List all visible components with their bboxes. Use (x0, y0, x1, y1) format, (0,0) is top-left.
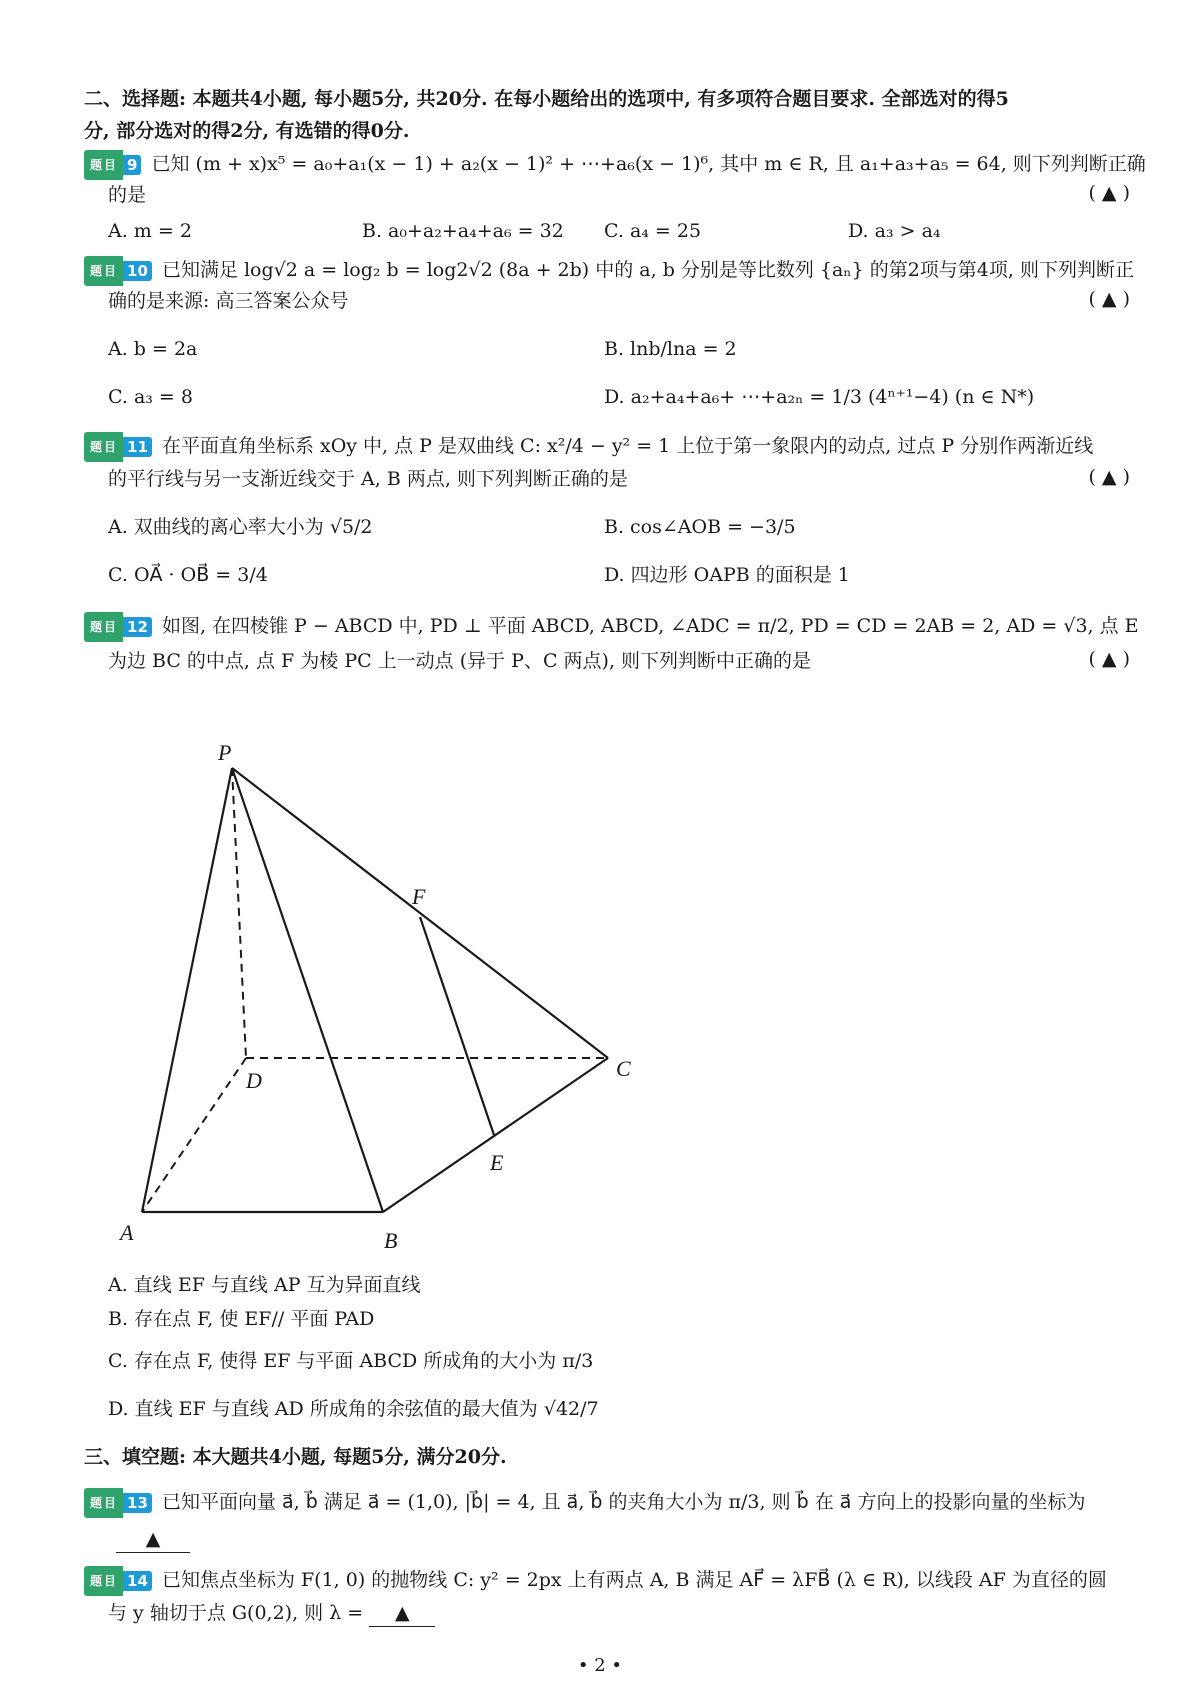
question-14-text-cont (108, 1600, 1130, 1627)
q10-option-a: A. b = 2a (108, 338, 198, 360)
q11-option-d: D. 四边形 OAPB 的面积是 1 (604, 564, 850, 586)
q9-option-d: D. a₃ > a₄ (848, 220, 941, 242)
question-13 (84, 1488, 1130, 1518)
label-D: D (246, 1068, 262, 1093)
question-9-text: 已知 (m + x)x⁵ = a₀+a₁(x − 1) + a₂(x − 1)² + ⋯+a₆(x − 1)⁶, 其中 m ∈ R, 且 a₁+a₃+a₅ = 64, 则下列判断正确 (151, 153, 1146, 175)
section2-heading: 二、选择题: 本题共4小题, 每小题5分, 共20分. 在每小题给出的选项中, 有多项符合题目要求. 全部选对的得5 (84, 88, 1009, 110)
question-11-text: 在平面直角坐标系 xOy 中, 点 P 是双曲线 C: x²/4 − y² = 1 上位于第一象限内的动点, 过点 P 分别作两渐近线 (161, 435, 1094, 457)
edge-PB (232, 768, 383, 1212)
question-14-text: 已知焦点坐标为 F(1, 0) 的抛物线 C: y² = 2px 上有两点 A, B 满足 AF⃗ = λFB⃗ (λ ∈ R), 以线段 AF 为直径的圆 (161, 1569, 1107, 1591)
question-11-text-cont: 的平行线与另一支渐近线交于 A, B 两点, 则下列判断正确的是 (108, 468, 628, 490)
label-C: C (616, 1056, 631, 1081)
page-number: • 2 • (577, 1655, 623, 1676)
q10-option-c: C. a₃ = 8 (108, 386, 193, 408)
question-14-text2: 与 y 轴切于点 G(0,2), 则 λ = (108, 1602, 364, 1624)
question-12-text-cont: 为边 BC 的中点, 点 F 为棱 PC 上一动点 (异于 P、C 两点), 则下列判断中正确的是 (108, 650, 812, 672)
question-tag: 题目 10 (84, 256, 152, 286)
edge-BC (383, 1058, 608, 1212)
answer-slot-9: ( ▲ ) (1088, 182, 1130, 204)
label-A: A (120, 1220, 134, 1245)
q12-option-a: A. 直线 EF 与直线 AP 互为异面直线 (108, 1274, 421, 1296)
edge-PC (232, 768, 608, 1058)
question-14 (84, 1566, 1130, 1596)
question-tag: 题目 13 (84, 1488, 152, 1518)
answer-slot-12: ( ▲ ) (1088, 648, 1130, 670)
q9-option-a: A. m = 2 (108, 220, 192, 242)
answer-blank-13-row (116, 1526, 1130, 1553)
question-tag: 题目 14 (84, 1566, 152, 1596)
q10-option-d: D. a₂+a₄+a₆+ ⋯+a₂ₙ = 1/3 (4ⁿ⁺¹−4) (n ∈ N*) (604, 386, 1035, 408)
question-9-text-cont: 的是 (108, 184, 147, 206)
q9-option-b: B. a₀+a₂+a₄+a₆ = 32 (362, 220, 564, 242)
q12-option-d: D. 直线 EF 与直线 AD 所成角的余弦值的最大值为 √42/7 (108, 1398, 599, 1420)
q11-option-b: B. cos∠AOB = −3/5 (604, 516, 796, 538)
q11-option-a: A. 双曲线的离心率大小为 √5/2 (108, 516, 373, 538)
segment-EF (420, 917, 494, 1135)
answer-blank-14[interactable]: ▲ (369, 1600, 435, 1627)
question-10-text-cont: 确的是来源: 高三答案公众号 (108, 290, 349, 312)
q10-option-b: B. lnb/lna = 2 (604, 338, 737, 360)
answer-blank-13[interactable]: ▲ (116, 1526, 190, 1553)
question-13-text: 已知平面向量 a⃗, b⃗ 满足 a⃗ = (1,0), |b⃗| = 4, 且 a⃗, b⃗ 的夹角大小为 π/3, 则 b⃗ 在 a⃗ 方向上的投影向量的坐标为 (161, 1491, 1086, 1513)
label-E: E (490, 1150, 504, 1175)
q12-option-b: B. 存在点 F, 使 EF// 平面 PAD (108, 1308, 375, 1330)
label-B: B (384, 1228, 398, 1253)
question-tag: 题目 12 (84, 612, 152, 642)
section3-heading: 三、填空题: 本大题共4小题, 每题5分, 满分20分. (84, 1446, 507, 1468)
label-F: F (412, 884, 426, 909)
q11-option-c: C. OA⃗ · OB⃗ = 3/4 (108, 564, 268, 586)
question-12-text: 如图, 在四棱锥 P − ABCD 中, PD ⊥ 平面 ABCD, ABCD, ∠ADC = π/2, PD = CD = 2AB = 2, AD = √3, 点 E (161, 615, 1139, 637)
q12-option-c: C. 存在点 F, 使得 EF 与平面 ABCD 所成角的大小为 π/3 (108, 1350, 594, 1372)
edge-PD (232, 768, 246, 1058)
question-tag: 题目 9 (84, 150, 141, 180)
answer-slot-10: ( ▲ ) (1088, 288, 1130, 310)
label-P: P (218, 740, 232, 765)
question-tag: 题目 11 (84, 432, 152, 462)
section2-heading-cont: 分, 部分选对的得2分, 有选错的得0分. (84, 120, 410, 142)
question-10-text: 已知满足 log√2 a = log₂ b = log2√2 (8a + 2b) 中的 a, b 分别是等比数列 {aₙ} 的第2项与第4项, 则下列判断正 (161, 259, 1134, 281)
answer-slot-11: ( ▲ ) (1088, 466, 1130, 488)
q9-option-c: C. a₄ = 25 (604, 220, 702, 242)
